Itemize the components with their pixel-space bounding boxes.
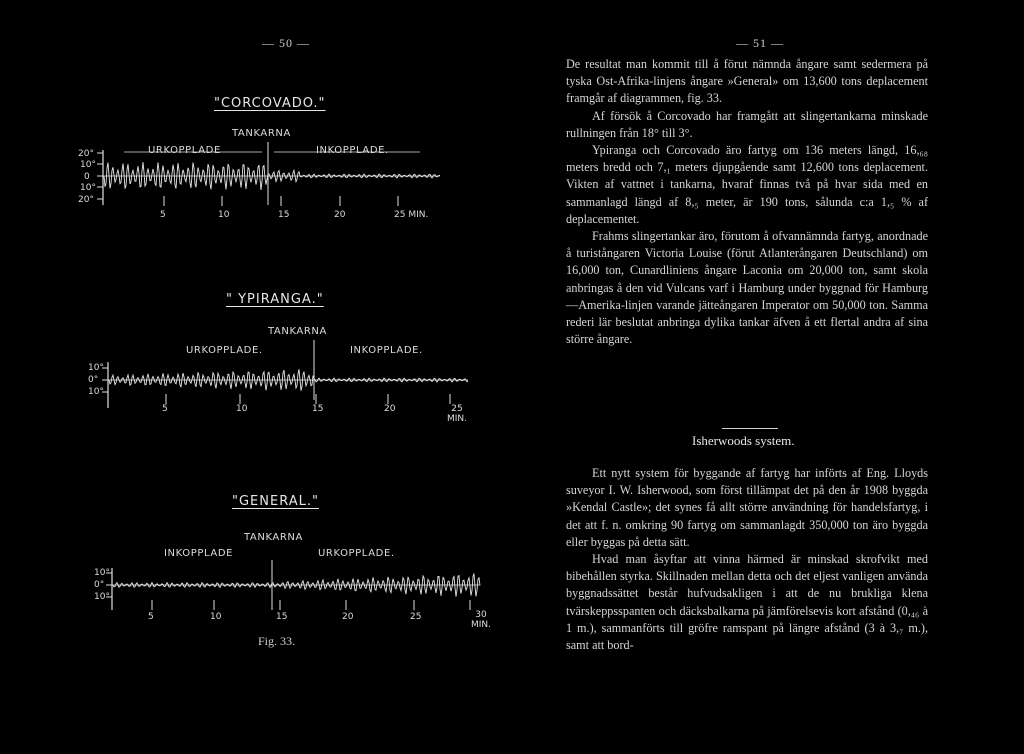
y-tick-label: 10° [80,183,96,193]
y-tick-label: 20° [78,149,94,159]
diagram-tank-label-ypiranga: TANKARNA [268,326,327,337]
x-tick-label: 25 MIN. [394,210,429,220]
x-tick-label: 5 [162,404,168,414]
y-tick-label: 10° [80,160,96,170]
diagram-phase-left-general: INKOPPLADE [164,548,234,559]
x-tick-label: 20 [342,612,354,622]
paragraph: De resultat man kommit till å förut nämnda ångare samt sedermera på tyska Ost-Afrika-linjens ångare »General» om 13,600 tons deplacement framgår af diagrammen, fig. 33. [566,57,928,106]
diagram-phase-left-corcovado: URKOPPLADE [148,145,221,156]
page-number-left: — 50 — [262,36,310,50]
y-tick-label: 20° [78,195,94,205]
figure-caption: Fig. 33. [258,634,296,648]
y-tick-label: 0° [88,375,99,385]
x-tick-label: 30 MIN. [470,610,491,630]
diagram-title-ypiranga: " YPIRANGA." [226,292,324,307]
diagram-title-general: "GENERAL." [232,494,319,509]
diagram-phase-right-general: URKOPPLADE. [318,548,395,559]
paragraph: Frahms slingertankar äro, förutom å ofvannämnda fartyg, anordnade å turistångaren Victoria Louise (förut Atlanterångaren Deutschland) om 16,000 ton, Cunardliniens ångare Laconia om 20,000 ton, samt skola anbringas å den vid Vulcans varf i Hamburg under byggnad för Hamburg—Amerika-linjen varande jätteångaren Imperator om 50,000 ton. Samma rederi lär beslutat anbringa dylika tankar äfven å ett flertal andra af sina större ångare. [566,229,928,347]
page-number-right: — 51 — [736,36,784,50]
x-tick-label: 10 [218,210,230,220]
x-tick-label: 10 [210,612,222,622]
diagram-title-corcovado: "CORCOVADO." [214,96,326,111]
x-tick-label: 5 [160,210,166,220]
diagram-tank-label-corcovado: TANKARNA [232,128,291,139]
y-tick-label: 10° [94,568,110,578]
x-tick-label: 25 [410,612,422,622]
x-tick-label: 5 [148,612,154,622]
diagram-phase-left-ypiranga: URKOPPLADE. [186,345,263,356]
x-tick-label: 15 [276,612,288,622]
x-tick-label: 15 [312,404,324,414]
diagram-phase-right-ypiranga: INKOPPLADE. [350,345,423,356]
x-tick-label: 15 [278,210,290,220]
roll-trace-general [113,574,480,597]
x-tick-label: 25 MIN. [446,404,467,424]
y-tick-label: 10° [88,387,104,397]
paragraph: Ett nytt system för byggande af fartyg har införts af Eng. Lloyds suveyor I. W. Isherwood, som först tillämpat det på den år 1908 byggda »Kendal Castle»; det synes få allt större användning för handelsfartyg, i det att f. n. omkring 90 fartyg om sammanlagdt 350,000 ton äro byggda eller byggas på detta sätt. [566,466,928,549]
y-tick-label: 0 [84,172,90,182]
paragraph: Af försök å Corcovado har framgått att slingertankarna minskade rullningen från 18° till 3°. [566,108,928,140]
x-tick-label: 20 [334,210,346,220]
paragraph: Ypiranga och Corcovado äro fartyg om 136 meters längd, 16,₆₈ meters bredd och 7,₁ meters djupgående samt 12,600 tons deplacement. Vikten af vattnet i tankarna, hvaraf finnas två på hvar sida med en sammanlagd längd af 8,₅ meter, är 190 tons, sålunda c:a 1,₅ % af deplacementet. [566,143,928,226]
section-divider [722,428,778,429]
x-tick-label: 10 [236,404,248,414]
text-column-top [566,56,928,348]
diagram-tank-label-general: TANKARNA [244,532,303,543]
y-tick-label: 10° [88,363,104,373]
diagram-phase-right-corcovado: INKOPPLADE. [316,145,389,156]
paragraph: Hvad man åsyftar att vinna härmed är minskad skrofvikt med bibehållen styrka. Skillnaden mellan detta och det eljest vanligen använda byggnadssättet består hufvudsakligen i att de nu brukliga klena tvärskeppsspanten och däcksbalkarna på jämförelsevis kort afstånd (0,₄₆ à 1 m.), sammanförts till gröfre ramspant på längre afstånd (3 à 3,₇ m.), samt att bord- [566,552,928,653]
text-column-bottom [566,465,928,654]
section-heading: Isherwoods system. [692,433,795,448]
x-tick-label: 20 [384,404,396,414]
y-tick-label: 0° [94,580,105,590]
y-tick-label: 10° [94,592,110,602]
